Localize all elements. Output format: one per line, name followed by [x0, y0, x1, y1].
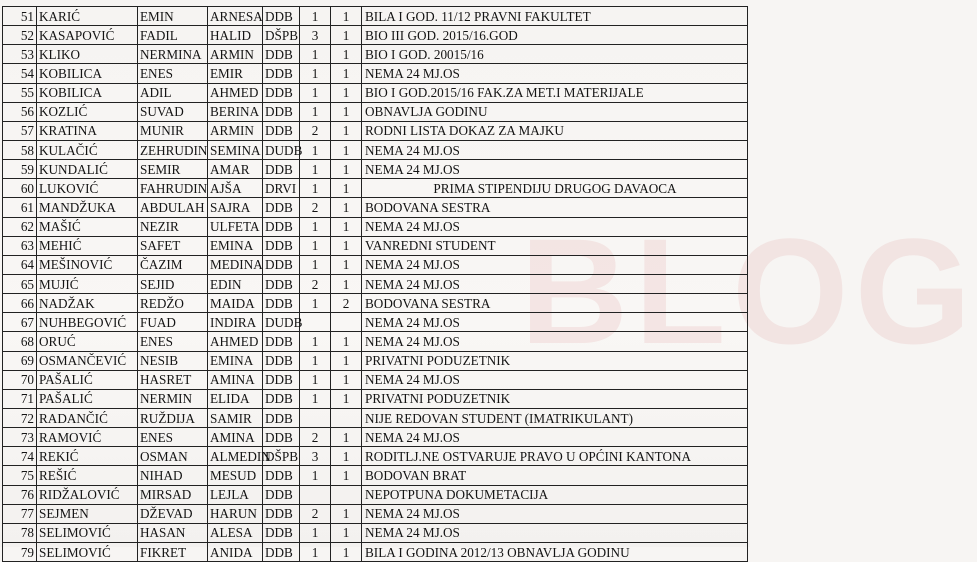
code-cell: DDB — [263, 102, 300, 121]
surname-cell: LUKOVIĆ — [37, 179, 138, 198]
count-cell: 1 — [331, 7, 362, 26]
note-cell: NEMA 24 MJ.OS — [362, 332, 748, 351]
surname-cell: PAŠALIĆ — [37, 370, 138, 389]
first-name-cell: SAMIR — [208, 408, 263, 427]
year-cell: 1 — [300, 7, 331, 26]
first-name-cell: AHMED — [208, 332, 263, 351]
surname-cell: NADŽAK — [37, 294, 138, 313]
first-name-cell: ALESA — [208, 523, 263, 542]
note-cell: NEMA 24 MJ.OS — [362, 504, 748, 523]
first-name-cell: ELIDA — [208, 389, 263, 408]
table-row — [3, 428, 748, 447]
year-cell: 1 — [300, 351, 331, 370]
row-number: 67 — [3, 313, 37, 332]
row-number: 51 — [3, 7, 37, 26]
parent-name-cell: HASRET — [138, 370, 208, 389]
count-cell — [331, 313, 362, 332]
code-cell: DŠPB — [263, 447, 300, 466]
count-cell: 1 — [331, 504, 362, 523]
parent-name-cell: ABDULAH — [138, 198, 208, 217]
watermark: BLOG — [520, 207, 977, 375]
code-cell: DRVI — [263, 179, 300, 198]
table-row — [3, 294, 748, 313]
count-cell: 1 — [331, 447, 362, 466]
code-cell: DDB — [263, 504, 300, 523]
table-row — [3, 351, 748, 370]
note-cell: PRIMA STIPENDIJU DRUGOG DAVAOCA — [362, 179, 748, 198]
year-cell: 1 — [300, 542, 331, 561]
code-cell: DDB — [263, 45, 300, 64]
code-cell: DDB — [263, 389, 300, 408]
count-cell: 1 — [331, 198, 362, 217]
row-number: 52 — [3, 26, 37, 45]
count-cell: 1 — [331, 140, 362, 159]
row-number: 63 — [3, 236, 37, 255]
count-cell: 1 — [331, 102, 362, 121]
first-name-cell: ANIDA — [208, 542, 263, 561]
table-row — [3, 504, 748, 523]
count-cell: 1 — [331, 466, 362, 485]
note-cell: NEMA 24 MJ.OS — [362, 370, 748, 389]
table-row — [3, 179, 748, 198]
code-cell: DUDB — [263, 140, 300, 159]
row-number: 53 — [3, 45, 37, 64]
year-cell — [300, 313, 331, 332]
table-body — [3, 7, 748, 562]
parent-name-cell: ČAZIM — [138, 255, 208, 274]
row-number: 66 — [3, 294, 37, 313]
count-cell — [331, 485, 362, 504]
table-row — [3, 542, 748, 561]
row-number: 54 — [3, 64, 37, 83]
note-cell: NEPOTPUNA DOKUMETACIJA — [362, 485, 748, 504]
note-cell: BILA I GOD. 11/12 PRAVNI FAKULTET — [362, 7, 748, 26]
table-row — [3, 26, 748, 45]
surname-cell: KASAPOVIĆ — [37, 26, 138, 45]
year-cell: 1 — [300, 160, 331, 179]
year-cell: 1 — [300, 523, 331, 542]
table-row — [3, 255, 748, 274]
first-name-cell: AMINA — [208, 428, 263, 447]
parent-name-cell: NEZIR — [138, 217, 208, 236]
code-cell: DDB — [263, 121, 300, 140]
surname-cell: KARIĆ — [37, 7, 138, 26]
note-cell: BODOVANA SESTRA — [362, 198, 748, 217]
parent-name-cell: ENES — [138, 332, 208, 351]
students-table — [2, 6, 748, 562]
table-row — [3, 313, 748, 332]
year-cell: 1 — [300, 255, 331, 274]
row-number: 64 — [3, 255, 37, 274]
first-name-cell: MEDINA — [208, 255, 263, 274]
code-cell: DDB — [263, 408, 300, 427]
year-cell: 3 — [300, 26, 331, 45]
code-cell: DDB — [263, 485, 300, 504]
row-number: 69 — [3, 351, 37, 370]
count-cell: 1 — [331, 64, 362, 83]
row-number: 55 — [3, 83, 37, 102]
row-number: 59 — [3, 160, 37, 179]
first-name-cell: ARNESA — [208, 7, 263, 26]
table-row — [3, 140, 748, 159]
parent-name-cell: NIHAD — [138, 466, 208, 485]
surname-cell: RIDŽALOVIĆ — [37, 485, 138, 504]
first-name-cell: EMINA — [208, 236, 263, 255]
note-cell: NEMA 24 MJ.OS — [362, 274, 748, 293]
surname-cell: KOBILICA — [37, 64, 138, 83]
code-cell: DDB — [263, 332, 300, 351]
parent-name-cell: OSMAN — [138, 447, 208, 466]
table-row — [3, 466, 748, 485]
code-cell: DDB — [263, 428, 300, 447]
note-cell: NEMA 24 MJ.OS — [362, 64, 748, 83]
count-cell — [331, 408, 362, 427]
year-cell: 1 — [300, 102, 331, 121]
parent-name-cell: ENES — [138, 428, 208, 447]
count-cell: 1 — [331, 428, 362, 447]
count-cell: 1 — [331, 351, 362, 370]
parent-name-cell: FAHRUDIN — [138, 179, 208, 198]
code-cell: DŠPB — [263, 26, 300, 45]
count-cell: 1 — [331, 274, 362, 293]
row-number: 73 — [3, 428, 37, 447]
year-cell: 1 — [300, 236, 331, 255]
surname-cell: MUJIĆ — [37, 274, 138, 293]
table-row — [3, 83, 748, 102]
surname-cell: KOBILICA — [37, 83, 138, 102]
parent-name-cell: FUAD — [138, 313, 208, 332]
row-number: 75 — [3, 466, 37, 485]
count-cell: 1 — [331, 121, 362, 140]
first-name-cell: EMIR — [208, 64, 263, 83]
code-cell: DDB — [263, 274, 300, 293]
first-name-cell: ARMIN — [208, 45, 263, 64]
table-row — [3, 408, 748, 427]
surname-cell: KULAČIĆ — [37, 140, 138, 159]
note-cell: BODOVAN BRAT — [362, 466, 748, 485]
surname-cell: KOZLIĆ — [37, 102, 138, 121]
table-row — [3, 102, 748, 121]
note-cell: NEMA 24 MJ.OS — [362, 255, 748, 274]
table-row — [3, 332, 748, 351]
table-row — [3, 370, 748, 389]
code-cell: DDB — [263, 7, 300, 26]
first-name-cell: LEJLA — [208, 485, 263, 504]
row-number: 68 — [3, 332, 37, 351]
parent-name-cell: NERMINA — [138, 45, 208, 64]
table-row — [3, 236, 748, 255]
first-name-cell: AHMED — [208, 83, 263, 102]
parent-name-cell: NERMIN — [138, 389, 208, 408]
first-name-cell: ARMIN — [208, 121, 263, 140]
row-number: 78 — [3, 523, 37, 542]
parent-name-cell: MIRSAD — [138, 485, 208, 504]
first-name-cell: EDIN — [208, 274, 263, 293]
count-cell: 1 — [331, 160, 362, 179]
code-cell: DDB — [263, 198, 300, 217]
surname-cell: OSMANČEVIĆ — [37, 351, 138, 370]
note-cell: NEMA 24 MJ.OS — [362, 428, 748, 447]
table-row — [3, 485, 748, 504]
year-cell: 3 — [300, 447, 331, 466]
count-cell: 1 — [331, 217, 362, 236]
first-name-cell: AJŠA — [208, 179, 263, 198]
first-name-cell: AMINA — [208, 370, 263, 389]
row-number: 72 — [3, 408, 37, 427]
code-cell: DDB — [263, 255, 300, 274]
year-cell: 2 — [300, 198, 331, 217]
table-row — [3, 160, 748, 179]
count-cell: 1 — [331, 179, 362, 198]
year-cell: 2 — [300, 274, 331, 293]
count-cell: 1 — [331, 332, 362, 351]
note-cell: BIO I GOD.2015/16 FAK.ZA MET.I MATERIJALE — [362, 83, 748, 102]
note-cell: NEMA 24 MJ.OS — [362, 523, 748, 542]
code-cell: DDB — [263, 294, 300, 313]
surname-cell: KRATINA — [37, 121, 138, 140]
surname-cell: MANDŽUKA — [37, 198, 138, 217]
first-name-cell: MESUD — [208, 466, 263, 485]
count-cell: 1 — [331, 370, 362, 389]
first-name-cell: EMINA — [208, 351, 263, 370]
table-row — [3, 274, 748, 293]
note-cell: VANREDNI STUDENT — [362, 236, 748, 255]
parent-name-cell: SEJID — [138, 274, 208, 293]
surname-cell: MAŠIĆ — [37, 217, 138, 236]
first-name-cell: MAIDA — [208, 294, 263, 313]
table-row — [3, 64, 748, 83]
note-cell: NIJE REDOVAN STUDENT (IMATRIKULANT) — [362, 408, 748, 427]
note-cell: NEMA 24 MJ.OS — [362, 217, 748, 236]
count-cell: 1 — [331, 45, 362, 64]
surname-cell: MEHIĆ — [37, 236, 138, 255]
first-name-cell: BERINA — [208, 102, 263, 121]
year-cell: 1 — [300, 466, 331, 485]
first-name-cell: SEMINA — [208, 140, 263, 159]
first-name-cell: INDIRA — [208, 313, 263, 332]
parent-name-cell: SEMIR — [138, 160, 208, 179]
year-cell: 1 — [300, 389, 331, 408]
first-name-cell: HALID — [208, 26, 263, 45]
parent-name-cell: SAFET — [138, 236, 208, 255]
surname-cell: RAMOVIĆ — [37, 428, 138, 447]
parent-name-cell: SUVAD — [138, 102, 208, 121]
first-name-cell: SAJRA — [208, 198, 263, 217]
code-cell: DUDB — [263, 313, 300, 332]
table-row — [3, 389, 748, 408]
surname-cell: NUHBEGOVIĆ — [37, 313, 138, 332]
surname-cell: KUNDALIĆ — [37, 160, 138, 179]
row-number: 76 — [3, 485, 37, 504]
row-number: 70 — [3, 370, 37, 389]
count-cell: 1 — [331, 236, 362, 255]
year-cell: 1 — [300, 140, 331, 159]
year-cell: 2 — [300, 504, 331, 523]
row-number: 58 — [3, 140, 37, 159]
count-cell: 1 — [331, 255, 362, 274]
year-cell: 1 — [300, 370, 331, 389]
year-cell: 1 — [300, 64, 331, 83]
parent-name-cell: ZEHRUDIN — [138, 140, 208, 159]
code-cell: DDB — [263, 64, 300, 83]
table-row — [3, 121, 748, 140]
count-cell: 1 — [331, 26, 362, 45]
first-name-cell: ALMEDIN — [208, 447, 263, 466]
table-row — [3, 523, 748, 542]
note-cell: NEMA 24 MJ.OS — [362, 140, 748, 159]
year-cell: 1 — [300, 332, 331, 351]
note-cell: BODOVANA SESTRA — [362, 294, 748, 313]
row-number: 56 — [3, 102, 37, 121]
parent-name-cell: NESIB — [138, 351, 208, 370]
count-cell: 1 — [331, 542, 362, 561]
row-number: 74 — [3, 447, 37, 466]
row-number: 62 — [3, 217, 37, 236]
year-cell: 2 — [300, 428, 331, 447]
parent-name-cell: REDŽO — [138, 294, 208, 313]
code-cell: DDB — [263, 370, 300, 389]
parent-name-cell: MUNIR — [138, 121, 208, 140]
parent-name-cell: FIKRET — [138, 542, 208, 561]
note-cell: PRIVATNI PODUZETNIK — [362, 389, 748, 408]
table-row — [3, 45, 748, 64]
row-number: 71 — [3, 389, 37, 408]
surname-cell: PAŠALIĆ — [37, 389, 138, 408]
table-row — [3, 447, 748, 466]
note-cell: RODNI LISTA DOKAZ ZA MAJKU — [362, 121, 748, 140]
parent-name-cell: ADIL — [138, 83, 208, 102]
surname-cell: SEJMEN — [37, 504, 138, 523]
parent-name-cell: DŽEVAD — [138, 504, 208, 523]
note-cell: BIO I GOD. 20015/16 — [362, 45, 748, 64]
year-cell: 2 — [300, 121, 331, 140]
note-cell: NEMA 24 MJ.OS — [362, 160, 748, 179]
year-cell: 1 — [300, 217, 331, 236]
code-cell: DDB — [263, 236, 300, 255]
row-number: 57 — [3, 121, 37, 140]
surname-cell: MEŠINOVIĆ — [37, 255, 138, 274]
year-cell: 1 — [300, 83, 331, 102]
surname-cell: KLIKO — [37, 45, 138, 64]
first-name-cell: ULFETA — [208, 217, 263, 236]
surname-cell: SELIMOVIĆ — [37, 523, 138, 542]
first-name-cell: AMAR — [208, 160, 263, 179]
parent-name-cell: HASAN — [138, 523, 208, 542]
year-cell: 1 — [300, 294, 331, 313]
surname-cell: REKIĆ — [37, 447, 138, 466]
year-cell — [300, 408, 331, 427]
note-cell: BILA I GODINA 2012/13 OBNAVLJA GODINU — [362, 542, 748, 561]
note-cell: RODITLJ.NE OSTVARUJE PRAVO U OPĆINI KANTONA — [362, 447, 748, 466]
count-cell: 1 — [331, 389, 362, 408]
code-cell: DDB — [263, 217, 300, 236]
parent-name-cell: FADIL — [138, 26, 208, 45]
code-cell: DDB — [263, 523, 300, 542]
parent-name-cell: ENES — [138, 64, 208, 83]
code-cell: DDB — [263, 83, 300, 102]
row-number: 77 — [3, 504, 37, 523]
count-cell: 1 — [331, 83, 362, 102]
count-cell: 2 — [331, 294, 362, 313]
first-name-cell: HARUN — [208, 504, 263, 523]
code-cell: DDB — [263, 542, 300, 561]
table-row — [3, 217, 748, 236]
code-cell: DDB — [263, 351, 300, 370]
surname-cell: REŠIĆ — [37, 466, 138, 485]
surname-cell: SELIMOVIĆ — [37, 542, 138, 561]
year-cell: 1 — [300, 45, 331, 64]
count-cell: 1 — [331, 523, 362, 542]
parent-name-cell: RUŽDIJA — [138, 408, 208, 427]
note-cell: NEMA 24 MJ.OS — [362, 313, 748, 332]
code-cell: DDB — [263, 160, 300, 179]
row-number: 65 — [3, 274, 37, 293]
row-number: 79 — [3, 542, 37, 561]
code-cell: DDB — [263, 466, 300, 485]
parent-name-cell: EMIN — [138, 7, 208, 26]
note-cell: PRIVATNI PODUZETNIK — [362, 351, 748, 370]
row-number: 60 — [3, 179, 37, 198]
surname-cell: ORUĆ — [37, 332, 138, 351]
table-row — [3, 7, 748, 26]
row-number: 61 — [3, 198, 37, 217]
year-cell — [300, 485, 331, 504]
note-cell: OBNAVLJA GODINU — [362, 102, 748, 121]
year-cell: 1 — [300, 179, 331, 198]
surname-cell: RADANČIĆ — [37, 408, 138, 427]
table-row — [3, 198, 748, 217]
note-cell: BIO III GOD. 2015/16.GOD — [362, 26, 748, 45]
